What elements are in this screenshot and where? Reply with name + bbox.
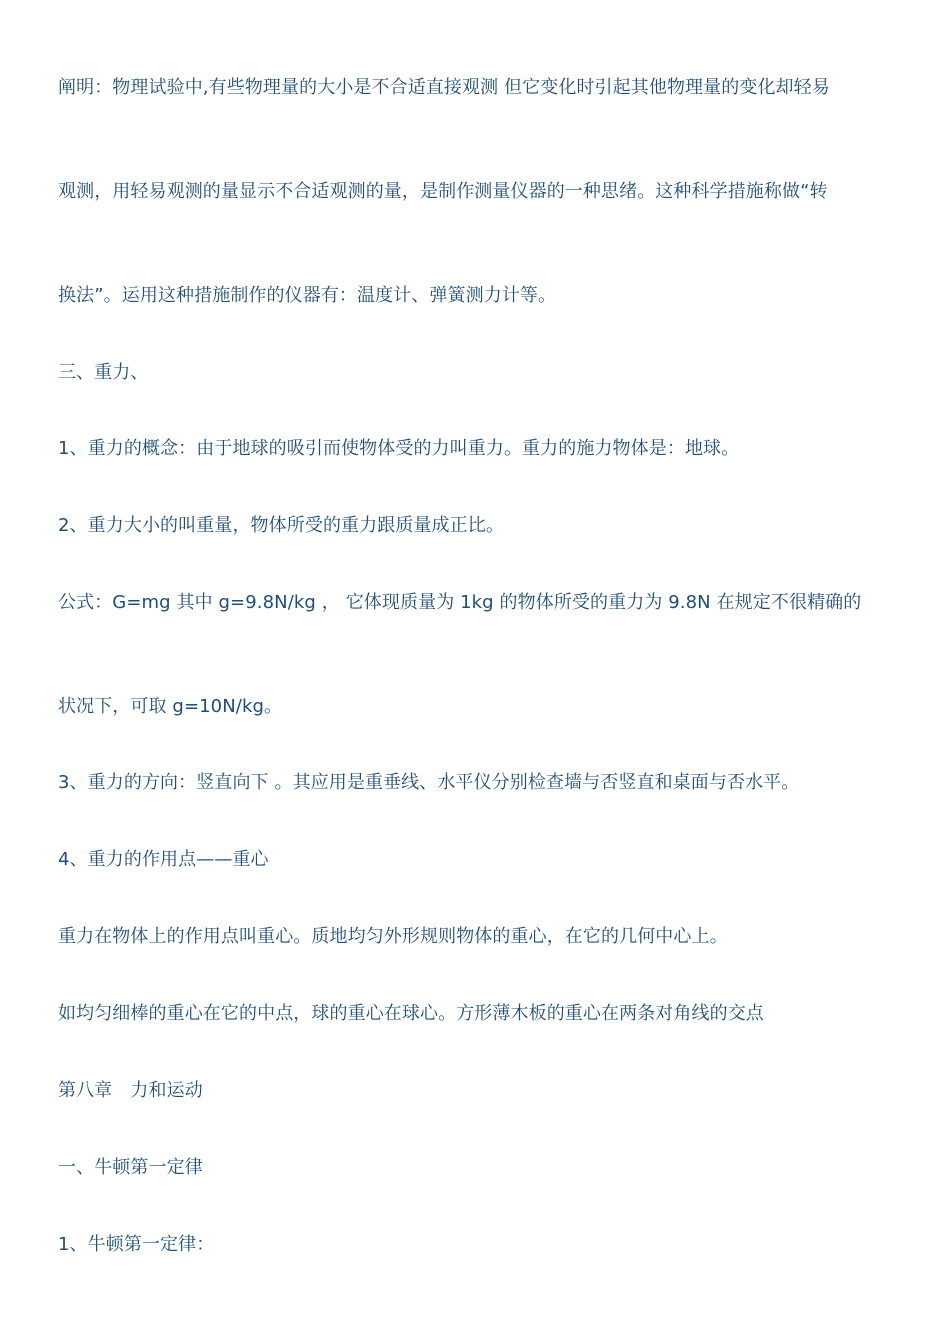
paragraph-line: 阐明：物理试验中,有些物理量的大小是不合适直接观测 但它变化时引起其他物理量的变化却轻易 [58, 77, 830, 98]
chapter-heading: 第八章 力和运动 [58, 1080, 203, 1101]
paragraph-line: 如均匀细棒的重心在它的中点，球的重心在球心。方形薄木板的重心在两条对角线的交点 [58, 1003, 764, 1024]
formula-line: 公式：G=mg 其中 g=9.8N/kg ， 它体现质量为 1kg 的物体所受的重力为 9.8N 在规定不很精确的 [58, 592, 862, 613]
section-heading: 三、重力、 [58, 362, 149, 383]
paragraph-line: 重力在物体上的作用点叫重心。质地均匀外形规则物体的重心，在它的几何中心上。 [58, 926, 728, 947]
paragraph-line: 1、重力的概念：由于地球的吸引而使物体受的力叫重力。重力的施力物体是：地球。 [58, 438, 740, 459]
paragraph-line: 2、重力大小的叫重量，物体所受的重力跟质量成正比。 [58, 515, 504, 536]
paragraph-line: 3、重力的方向：竖直向下 。其应用是重垂线、水平仪分别检查墙与否竖直和桌面与否水平。 [58, 772, 800, 793]
subsection-heading: 4、重力的作用点——重心 [58, 849, 269, 870]
subsection-heading: 1、牛顿第一定律： [58, 1234, 215, 1255]
paragraph-line: 观测，用轻易观测的量显示不合适观测的量，是制作测量仪器的一种思绪。这种科学措施称做“转 [58, 181, 828, 202]
paragraph-line: 换法”。运用这种措施制作的仪器有：温度计、弹簧测力计等。 [58, 285, 557, 306]
paragraph-line: 状况下，可取 g=10N/kg。 [58, 696, 283, 717]
section-heading: 一、牛顿第一定律 [58, 1157, 203, 1178]
